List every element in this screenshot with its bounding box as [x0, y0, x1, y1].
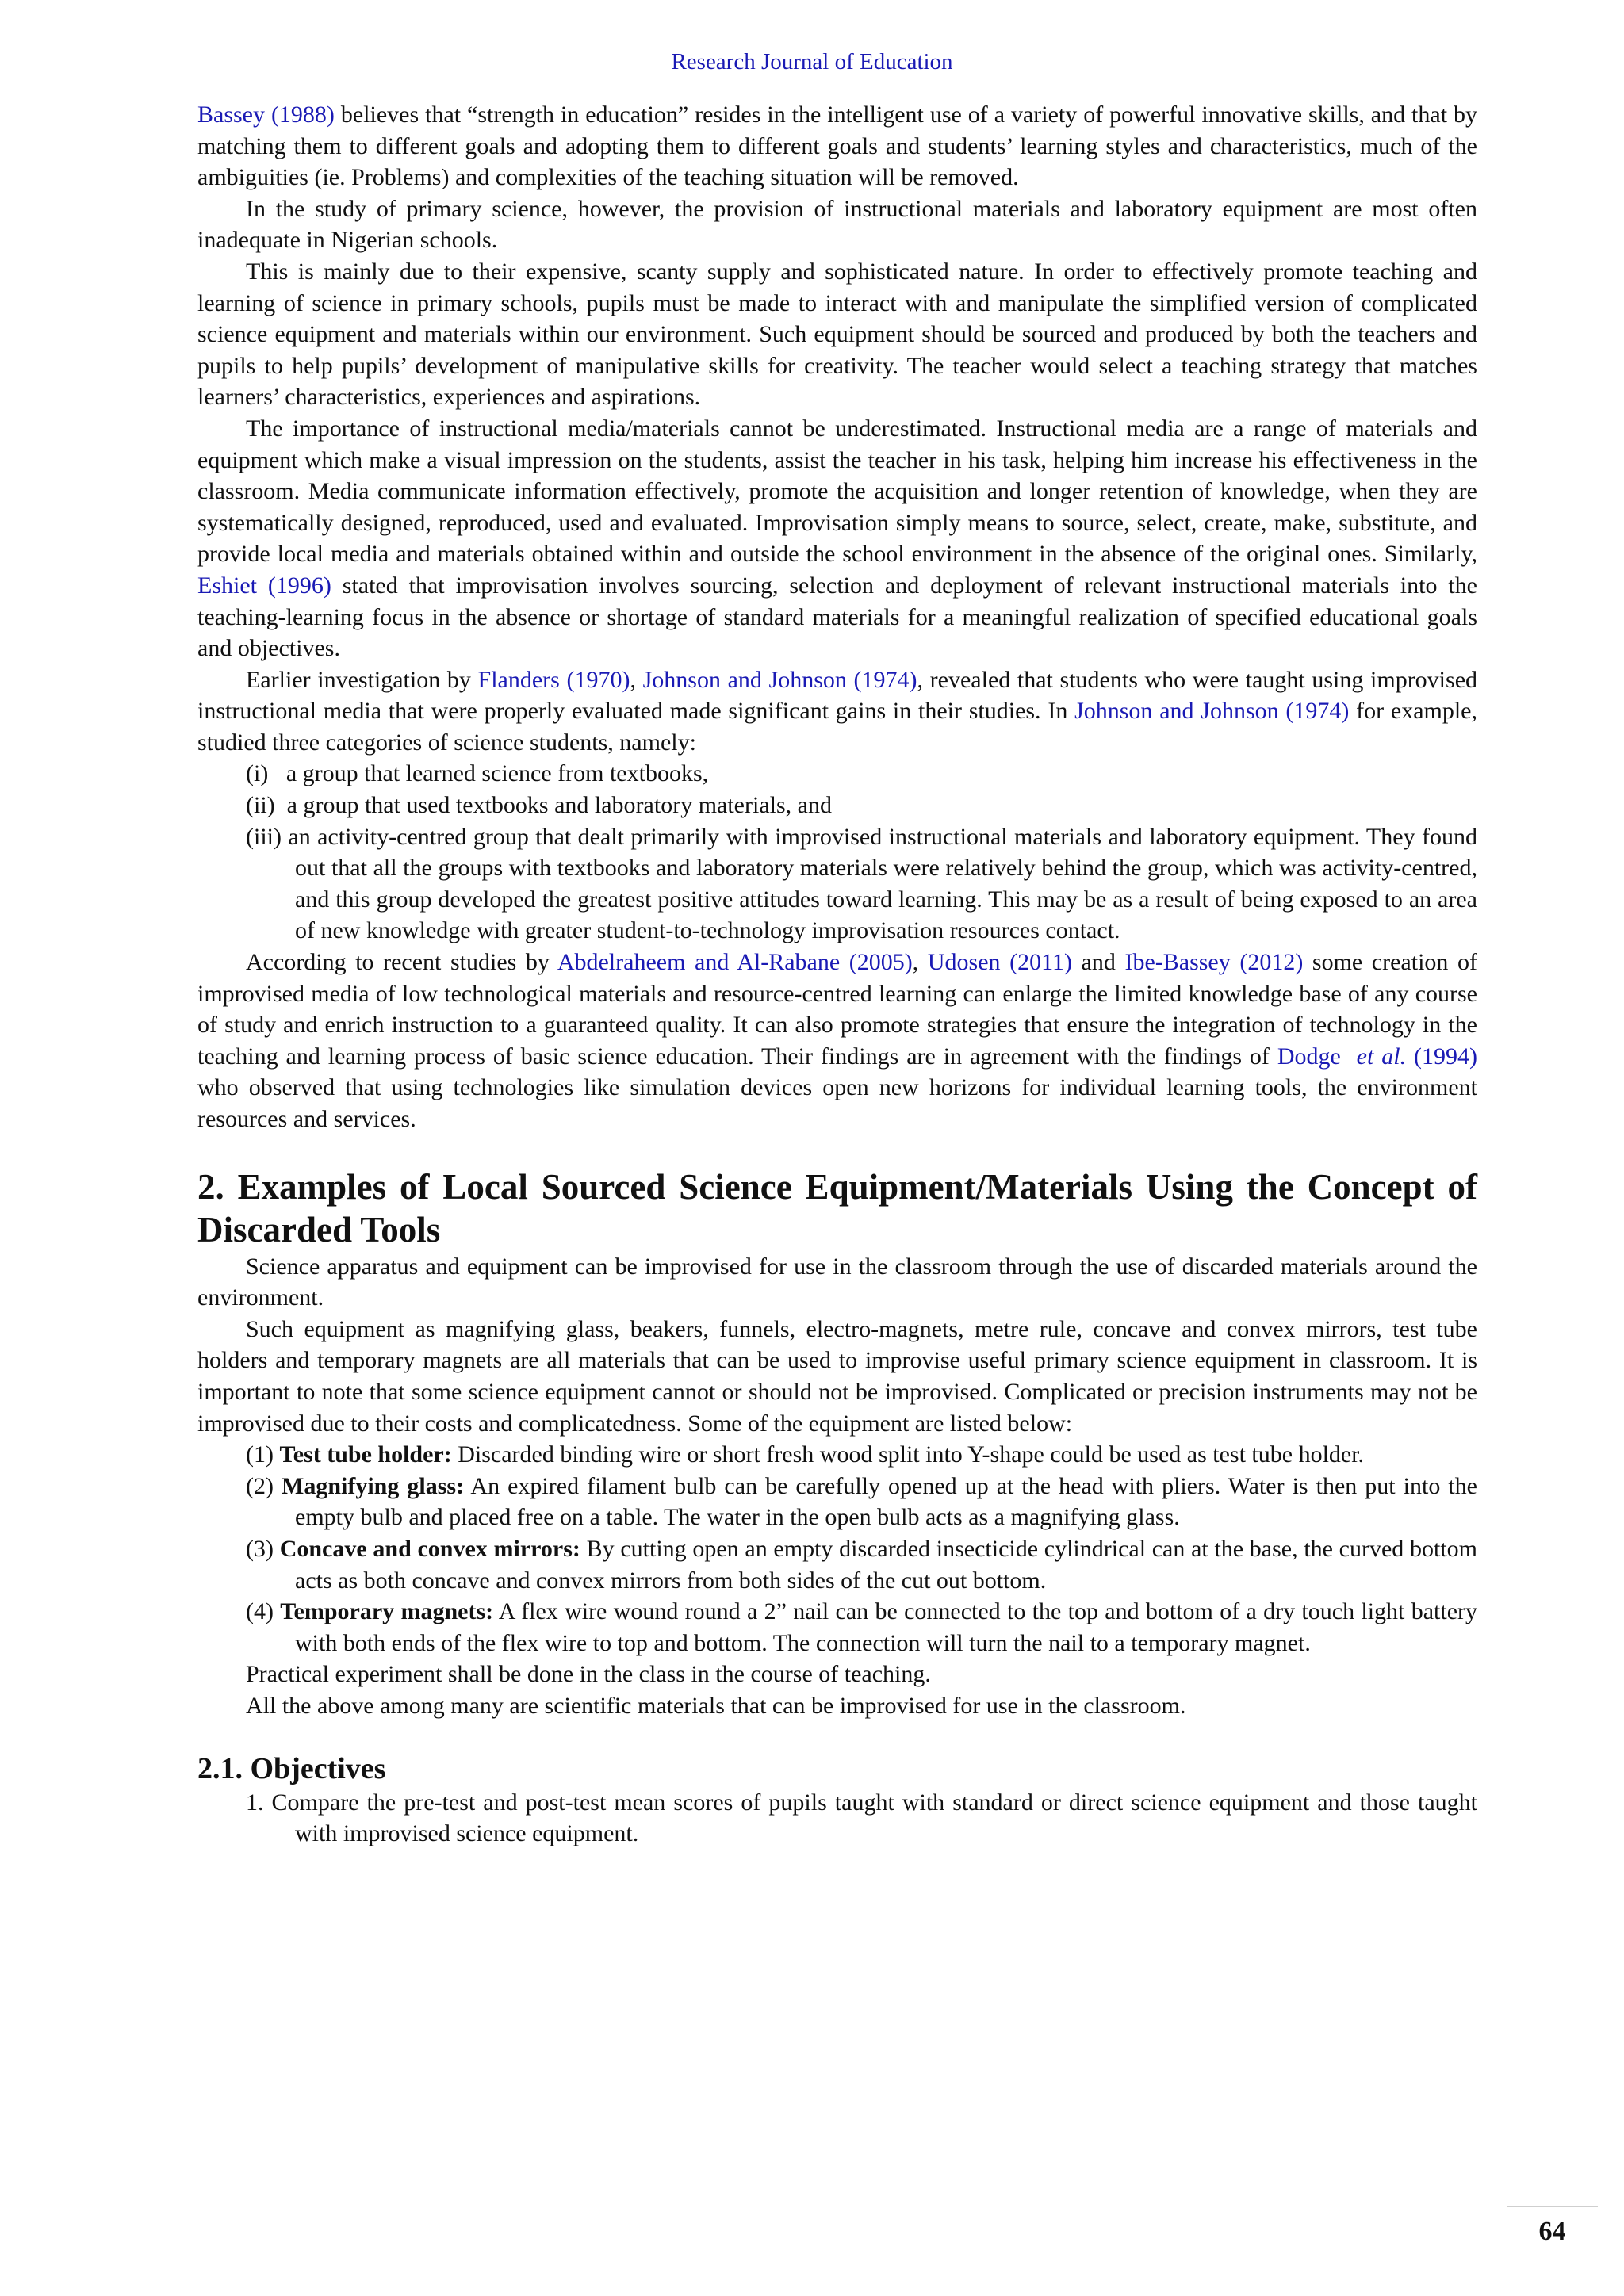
paragraph-text: stated that improvisation involves sourcing, selection and deployment of relevant instructional materials into the teaching-learning focus in the absence or shortage of standard materials for a meaningful realization of specified educational goals and objectives. [197, 572, 1477, 662]
list-item: 1. Compare the pre-test and post-test mean scores of pupils taught with standard or direct science equipment and those taught with improvised science equipment. [246, 1789, 1477, 1847]
list-text: An expired filament bulb can be carefully opened up at the head with pliers. Water is then put into the empty bulb and placed free on a table. The water in the open bulb acts as a magnifying glass. [295, 1472, 1477, 1531]
citation-link[interactable]: Bassey (1988) [197, 101, 335, 128]
objectives-list [197, 1787, 1477, 1850]
paragraph-such-equipment: Such equipment as magnifying glass, beakers, funnels, electro-magnets, metre rule, concave and convex mirrors, test tube holders and temporary magnets are all materials that can be used to improvise useful primary science equipment in classroom. It is important to note that some science equipment cannot or should not be improvised. Complicated or precision instruments may not be improvised due to their costs and complicatedness. Some of the equipment are listed below: [197, 1315, 1477, 1437]
paragraph-text: Earlier investigation by [246, 666, 478, 693]
subsection-heading: 2.1. Objectives [197, 1751, 386, 1785]
citation-year: (1994) [1406, 1043, 1477, 1070]
paragraph-text: , revealed that students who were taught using improvised instructional media that were properly evaluated made significant gains in their studies. In [197, 666, 1478, 725]
list-item: (ii) a group that used textbooks and laboratory materials, and [246, 792, 832, 819]
list-text: A flex wire wound round a 2” nail can be connected to the top and bottom of a dry touch light battery with both ends of the flex wire to top and bottom. The connection will turn the nail to a temporary magnet. [295, 1598, 1477, 1656]
list-term: Test tube holder: [279, 1441, 452, 1468]
citation-etal: et al. [1356, 1043, 1407, 1070]
page-content [197, 99, 1477, 1850]
paragraph-instructional-media [197, 413, 1477, 664]
list-number: (2) [246, 1472, 282, 1499]
footer-divider [1507, 2206, 1598, 2207]
list-item [197, 1439, 1477, 1471]
list-term: Concave and convex mirrors: [279, 1535, 580, 1562]
paragraph-practical: Practical experiment shall be done in the class in the course of teaching. [246, 1661, 931, 1688]
equipment-list [197, 1439, 1477, 1659]
paragraph-text: and [1071, 949, 1125, 976]
paragraph-text: The importance of instructional media/materials cannot be underestimated. Instructional media are a range of materials and equipment which make a visual impression on the students, assist the teacher in his task, helping him increase his effectiveness in the classroom. Media communicate information effectively, promote the acquisition and longer retention of knowledge, when they are systematically designed, reproduced, used and evaluated. Improvisation simply means to source, select, create, make, substitute, and provide local media and materials obtained within and outside the school environment in the absence of the original ones. Similarly, [197, 415, 1477, 568]
citation-link[interactable] [1277, 1043, 1477, 1070]
list-term: Temporary magnets: [280, 1598, 494, 1625]
journal-header: Research Journal of Education [671, 49, 953, 75]
citation-link[interactable]: Abdelraheem and Al-Rabane (2005) [557, 949, 913, 976]
citation-link[interactable]: Flanders (1970) [477, 666, 630, 693]
paragraph-text: some creation of improvised media of low technological materials and resource-centred learning can enlarge the limited knowledge base of any course of study and enrich instruction to a guaranteed quality. It can also promote strategies that ensure the integration of technology in the teaching and learning process of basic science education. Their findings are in agreement with the findings of [197, 949, 1477, 1070]
citation-link[interactable]: Udosen (2011) [927, 949, 1072, 976]
paragraph-text: who observed that using technologies like simulation devices open new horizons for individual learning tools, the environment resources and services. [197, 1074, 1477, 1132]
list-term: Magnifying glass: [282, 1472, 465, 1499]
section-heading: 2. Examples of Local Sourced Science Equipment/Materials Using the Concept of Discarded Tools [197, 1166, 1477, 1249]
paragraph-text: , [630, 666, 643, 693]
list-number: (1) [246, 1441, 280, 1468]
paragraph-bassey [197, 99, 1477, 193]
list-item [197, 1596, 1477, 1659]
citation-author: Dodge [1277, 1043, 1357, 1070]
categories-list [197, 758, 1477, 947]
list-item [197, 1471, 1477, 1533]
page-number: 64 [1538, 2217, 1566, 2246]
paragraph-text: According to recent studies by [246, 949, 557, 976]
citation-link[interactable]: Ibe-Bassey (2012) [1124, 949, 1304, 976]
paragraph-apparatus: Science apparatus and equipment can be improvised for use in the classroom through the use of discarded materials around the environment. [197, 1253, 1477, 1311]
paragraph-recent-studies [197, 947, 1477, 1135]
list-text: Discarded binding wire or short fresh wood split into Y-shape could be used as test tube holder. [451, 1441, 1365, 1468]
citation-link[interactable]: Johnson and Johnson (1974) [642, 666, 917, 693]
paragraph-text: , [912, 949, 928, 976]
list-number: (4) [246, 1598, 281, 1625]
paragraph-text: believes that “strength in education” resides in the intelligent use of a variety of powerful innovative skills, and that by matching them to different goals and adopting them to different goals and students’ learning styles and characteristics, much of the ambiguities (ie. Problems) and complexities of the teaching situation will be removed. [197, 101, 1477, 191]
list-item: (iii) an activity-centred group that dealt primarily with improvised instructional materials and laboratory equipment. They found out that all the groups with textbooks and laboratory materials were relatively behind the group, which was activity-centred, and this group developed the greatest positive attitudes toward learning. This may be as a result of being exposed to an area of new knowledge with greater student-to-technology improvisation resources contact. [246, 823, 1477, 944]
paragraph-text: for example, studied three categories of science students, namely: [197, 698, 1477, 756]
list-item [197, 1533, 1477, 1596]
paragraph-primary-science: In the study of primary science, however, the provision of instructional materials and laboratory equipment are most often inadequate in Nigerian schools. [197, 195, 1477, 254]
paragraph-expensive-supply: This is mainly due to their expensive, scanty supply and sophisticated nature. In order to effectively promote teaching and learning of science in primary schools, pupils must be made to interact with and manipulate the simplified version of complicated science equipment and materials within our environment. Such equipment should be sourced and produced by both the teachers and pupils to help pupils’ development of manipulative skills for creativity. The teacher would select a teaching strategy that matches learners’ characteristics, experiences and aspirations. [197, 258, 1477, 411]
paragraph-earlier-investigation [197, 664, 1477, 759]
citation-link[interactable]: Eshiet (1996) [197, 572, 331, 599]
list-item: (i) a group that learned science from textbooks, [246, 760, 709, 787]
paragraph-all-above: All the above among many are scientific materials that can be improvised for use in the classroom. [246, 1692, 1186, 1719]
citation-link[interactable]: Johnson and Johnson (1974) [1074, 698, 1350, 725]
list-text: By cutting open an empty discarded insecticide cylindrical can at the base, the curved bottom acts as both concave and convex mirrors from both sides of the cut out bottom. [295, 1535, 1478, 1594]
list-number: (3) [246, 1535, 280, 1562]
